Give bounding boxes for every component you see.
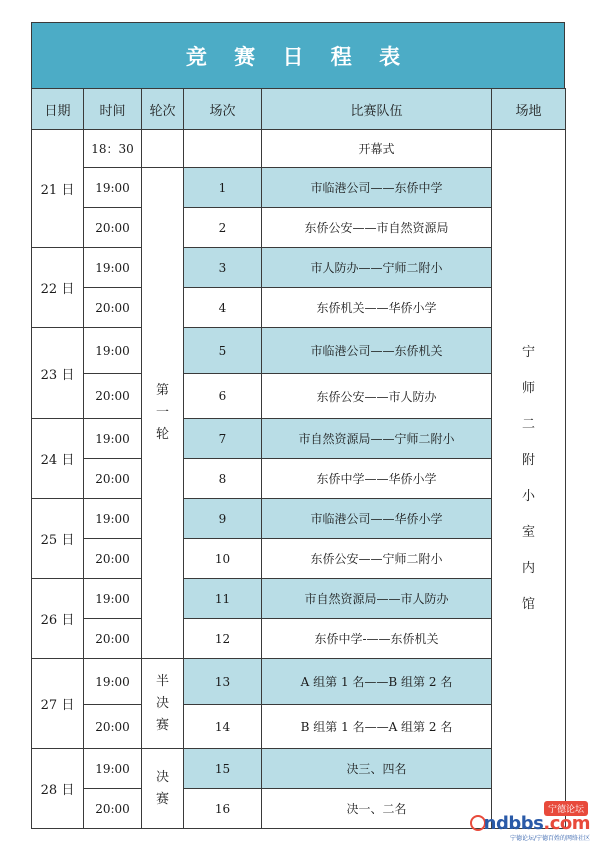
time-cell: 19:00 (84, 579, 142, 619)
date-cell: 26 日 (32, 579, 84, 659)
teams-cell: 东侨公安——宁师二附小 (262, 539, 492, 579)
match-no-cell: 2 (184, 208, 262, 248)
time-cell: 19:00 (84, 499, 142, 539)
venue-text: 宁师二附小室内馆 (521, 345, 535, 612)
round-cell (142, 659, 184, 749)
teams-cell: 市人防办——宁师二附小 (262, 248, 492, 288)
table-row (32, 619, 566, 659)
header-round: 轮次 (142, 89, 184, 130)
match-no-cell: 9 (184, 499, 262, 539)
match-no-cell: 14 (184, 705, 262, 749)
match-no-cell: 13 (184, 659, 262, 705)
date-cell: 21 日 (32, 130, 84, 248)
match-no-cell: 12 (184, 619, 262, 659)
date-cell: 23 日 (32, 328, 84, 419)
table-row (32, 705, 566, 749)
date-cell: 27 日 (32, 659, 84, 749)
match-no-cell: 16 (184, 789, 262, 829)
time-cell: 19:00 (84, 419, 142, 459)
teams-cell: 市自然资源局——宁师二附小 (262, 419, 492, 459)
table-row (32, 579, 566, 619)
table-row (32, 374, 566, 419)
header-venue: 场地 (492, 89, 566, 130)
schedule-sheet (31, 22, 565, 829)
time-cell: 19:00 (84, 659, 142, 705)
venue-cell (492, 130, 566, 829)
date-cell: 25 日 (32, 499, 84, 579)
table-row (32, 419, 566, 459)
date-cell: 28 日 (32, 749, 84, 829)
time-cell: 20:00 (84, 208, 142, 248)
round-text: 第一轮 (155, 383, 169, 442)
watermark-logo-tld: .com (543, 813, 590, 834)
round-text: 决赛 (155, 769, 169, 807)
header-time: 时间 (84, 89, 142, 130)
teams-cell: 东侨公安——市人防办 (262, 374, 492, 419)
table-row (32, 130, 566, 168)
table-row (32, 749, 566, 789)
match-no-cell: 4 (184, 288, 262, 328)
round-cell (142, 168, 184, 659)
teams-cell: B 组第 1 名——A 组第 2 名 (262, 705, 492, 749)
schedule-table (31, 88, 566, 829)
time-cell: 18：30 (84, 130, 142, 168)
match-no-cell: 8 (184, 459, 262, 499)
watermark-logo-main: ndbbs (483, 813, 544, 834)
match-no-cell: 6 (184, 374, 262, 419)
match-no-cell: 1 (184, 168, 262, 208)
site-watermark (470, 801, 590, 841)
teams-cell: A 组第 1 名——B 组第 2 名 (262, 659, 492, 705)
teams-cell: 开幕式 (262, 130, 492, 168)
header-match: 场次 (184, 89, 262, 130)
date-cell: 22 日 (32, 248, 84, 328)
time-cell: 19:00 (84, 248, 142, 288)
time-cell: 19:00 (84, 168, 142, 208)
teams-cell: 决三、四名 (262, 749, 492, 789)
teams-cell: 东侨中学-——东侨机关 (262, 619, 492, 659)
table-row (32, 168, 566, 208)
schedule-title: 竞 赛 日 程 表 (31, 22, 565, 88)
teams-cell: 东侨机关——华侨小学 (262, 288, 492, 328)
teams-cell: 东侨中学——华侨小学 (262, 459, 492, 499)
table-row (32, 539, 566, 579)
teams-cell: 市自然资源局——市人防办 (262, 579, 492, 619)
match-no-cell: 7 (184, 419, 262, 459)
header-row (32, 89, 566, 130)
teams-cell: 东侨公安——市自然资源局 (262, 208, 492, 248)
time-cell: 20:00 (84, 789, 142, 829)
table-row (32, 459, 566, 499)
teams-cell: 市临港公司——东侨中学 (262, 168, 492, 208)
match-no-cell: 11 (184, 579, 262, 619)
time-cell: 19:00 (84, 328, 142, 374)
table-row (32, 288, 566, 328)
match-no-cell: 3 (184, 248, 262, 288)
match-no-cell: 5 (184, 328, 262, 374)
round-cell (142, 749, 184, 829)
time-cell: 20:00 (84, 539, 142, 579)
teams-cell: 决一、二名 (262, 789, 492, 829)
round-text: 半决赛 (155, 673, 169, 733)
match-no-cell-empty (184, 130, 262, 168)
teams-cell: 市临港公司——华侨小学 (262, 499, 492, 539)
header-teams: 比赛队伍 (262, 89, 492, 130)
match-no-cell: 15 (184, 749, 262, 789)
time-cell: 20:00 (84, 459, 142, 499)
match-no-cell: 10 (184, 539, 262, 579)
teams-cell: 市临港公司——东侨机关 (262, 328, 492, 374)
table-row (32, 248, 566, 288)
header-date: 日期 (32, 89, 84, 130)
time-cell: 20:00 (84, 374, 142, 419)
round-cell-empty (142, 130, 184, 168)
table-row (32, 659, 566, 705)
time-cell: 20:00 (84, 705, 142, 749)
watermark-subtitle: 宁德论坛/宁德百姓的网络社区 (509, 835, 590, 842)
time-cell: 20:00 (84, 619, 142, 659)
time-cell: 19:00 (84, 749, 142, 789)
watermark-logo (484, 813, 590, 834)
table-row (32, 208, 566, 248)
table-row (32, 328, 566, 374)
date-cell: 24 日 (32, 419, 84, 499)
watermark-tag: 宁德论坛 (544, 801, 588, 816)
time-cell: 20:00 (84, 288, 142, 328)
table-row (32, 499, 566, 539)
